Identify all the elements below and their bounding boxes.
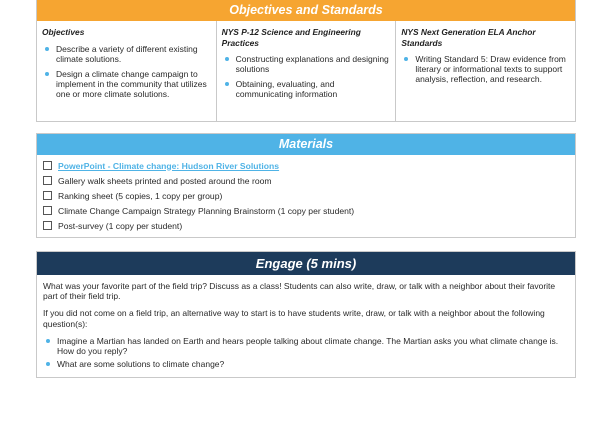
engage-header: Engage (5 mins) — [37, 252, 575, 275]
engage-body — [37, 275, 575, 369]
materials-list — [37, 155, 575, 233]
list-item: Constructing explanations and designing solutions — [222, 54, 391, 74]
checkbox[interactable] — [43, 176, 52, 185]
material-item — [43, 188, 569, 203]
engage-paragraph: What was your favorite part of the field trip? Discuss as a class! Students can also write, draw, or talk with a neighbor about their favorite part of their field trip. — [43, 281, 556, 302]
column-title: NYS P-12 Science and Engineering Practices — [221, 27, 361, 48]
powerpoint-link[interactable]: PowerPoint - Climate change: Hudson River Solutions — [58, 160, 280, 171]
checkbox[interactable] — [43, 206, 52, 215]
material-item — [43, 158, 569, 173]
list-item: Describe a variety of different existing climate solutions. — [42, 44, 211, 64]
list-item: Obtaining, evaluating, and communicating information — [222, 79, 391, 99]
materials-section — [36, 133, 576, 238]
list-item: Imagine a Martian has landed on Earth and hears people talking about climate change. The Martian asks you what climate change is. How do you reply? — [43, 336, 569, 356]
list-item: Design a climate change campaign to implement in the community that utilizes one or more climate solutions. — [42, 69, 211, 99]
list-item: Writing Standard 5: Draw evidence from literary or informational texts to support analysis, reflection, and research. — [401, 54, 570, 84]
material-label: Ranking sheet (5 copies, 1 copy per group) — [58, 190, 223, 201]
material-item — [43, 218, 569, 233]
bullet-list — [43, 336, 569, 369]
engage-section — [36, 251, 576, 378]
objectives-header: Objectives and Standards — [37, 0, 575, 21]
list-item: What are some solutions to climate change? — [43, 359, 569, 369]
bullet-list — [42, 44, 211, 99]
checkbox[interactable] — [43, 191, 52, 200]
standards-column — [396, 21, 575, 122]
column-title: Objectives — [42, 27, 85, 37]
column-title: NYS Next Generation ELA Anchor Standards — [401, 27, 536, 48]
material-label: Post-survey (1 copy per student) — [58, 220, 183, 231]
material-item — [43, 173, 569, 188]
bullet-list — [222, 54, 391, 99]
practices-column — [217, 21, 397, 122]
objectives-column — [37, 21, 217, 122]
bullet-list — [401, 54, 570, 84]
objectives-columns — [37, 21, 575, 122]
checkbox[interactable] — [43, 221, 52, 230]
material-item — [43, 203, 569, 218]
engage-paragraph: If you did not come on a field trip, an alternative way to start is to have students write, draw, or talk with a neighbor about the following question(s): — [43, 308, 545, 329]
material-label: Gallery walk sheets printed and posted around the room — [58, 175, 272, 186]
checkbox[interactable] — [43, 161, 52, 170]
material-label: Climate Change Campaign Strategy Planning Brainstorm (1 copy per student) — [58, 205, 355, 216]
objectives-section — [36, 0, 576, 122]
materials-header: Materials — [37, 134, 575, 155]
